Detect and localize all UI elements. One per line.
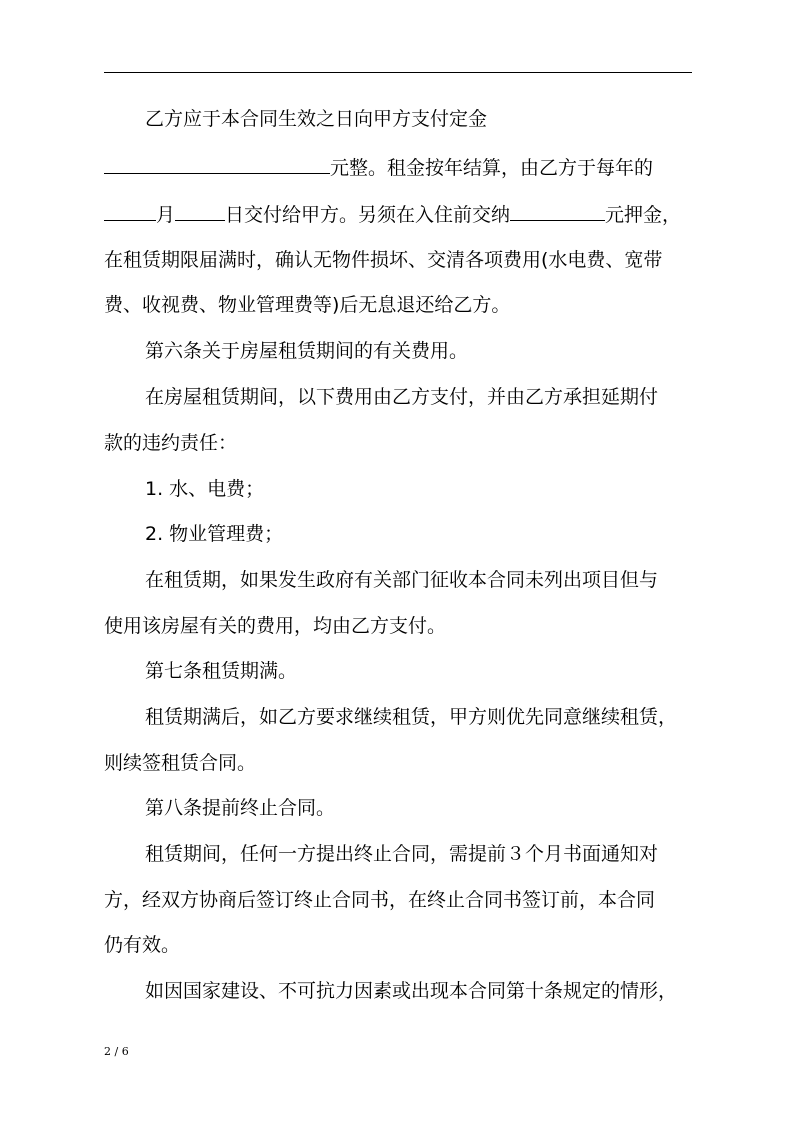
- text-segment: 元押金，: [605, 204, 682, 226]
- section-heading: 第七条租赁期满。: [145, 660, 298, 682]
- text-line: 费、收视费、物业管理费等)后无息退还给乙方。: [104, 294, 511, 316]
- text-line: 仍有效。: [104, 934, 181, 956]
- header-rule: [104, 72, 692, 73]
- text-line: 在租赁期限届满时，确认无物件损坏、交清各项费用(水电费、宽带: [104, 249, 663, 271]
- section-heading: 第八条提前终止合同。: [145, 797, 336, 819]
- text-line: 使用该房屋有关的费用，均由乙方支付。: [104, 615, 447, 637]
- section-heading: 第六条关于房屋租赁期间的有关费用。: [145, 340, 469, 362]
- blank-field-day: [175, 202, 225, 221]
- text-line: 方，经双方协商后签订终止合同书，在终止合同书签订前，本合同: [104, 889, 656, 911]
- text-line: 乙方应于本合同生效之日向甲方支付定金: [145, 108, 488, 130]
- text-line: 在房屋租赁期间，以下费用由乙方支付，并由乙方承担延期付: [145, 386, 659, 408]
- text-segment: 月: [156, 204, 176, 226]
- text-line: 在租赁期，如果发生政府有关部门征收本合同未列出项目但与: [145, 569, 659, 591]
- text-line: 款的违约责任：: [104, 432, 238, 454]
- list-item: 1. 水、电费；: [145, 478, 265, 500]
- text-line: 租赁期间，任何一方提出终止合同，需提前３个月书面通知对: [145, 843, 659, 865]
- text-line: 则续签租赁合同。: [104, 752, 257, 774]
- text-line: 如因国家建设、不可抗力因素或出现本合同第十条规定的情形，: [145, 980, 678, 1002]
- blank-field-security-deposit: [510, 202, 605, 221]
- text-segment: 日交付给甲方。另须在入住前交纳: [225, 204, 511, 226]
- text-segment: 元整。租金按年结算，由乙方于每年的: [330, 157, 654, 179]
- blank-field-month: [104, 202, 156, 221]
- page-number: 2 / 6: [104, 1045, 129, 1058]
- text-line: [104, 155, 694, 180]
- list-item: 2. 物业管理费；: [145, 523, 284, 545]
- text-line: [104, 202, 694, 227]
- text-line: 租赁期满后，如乙方要求继续租赁，甲方则优先同意继续租赁，: [145, 706, 678, 728]
- blank-field-deposit: [104, 155, 330, 174]
